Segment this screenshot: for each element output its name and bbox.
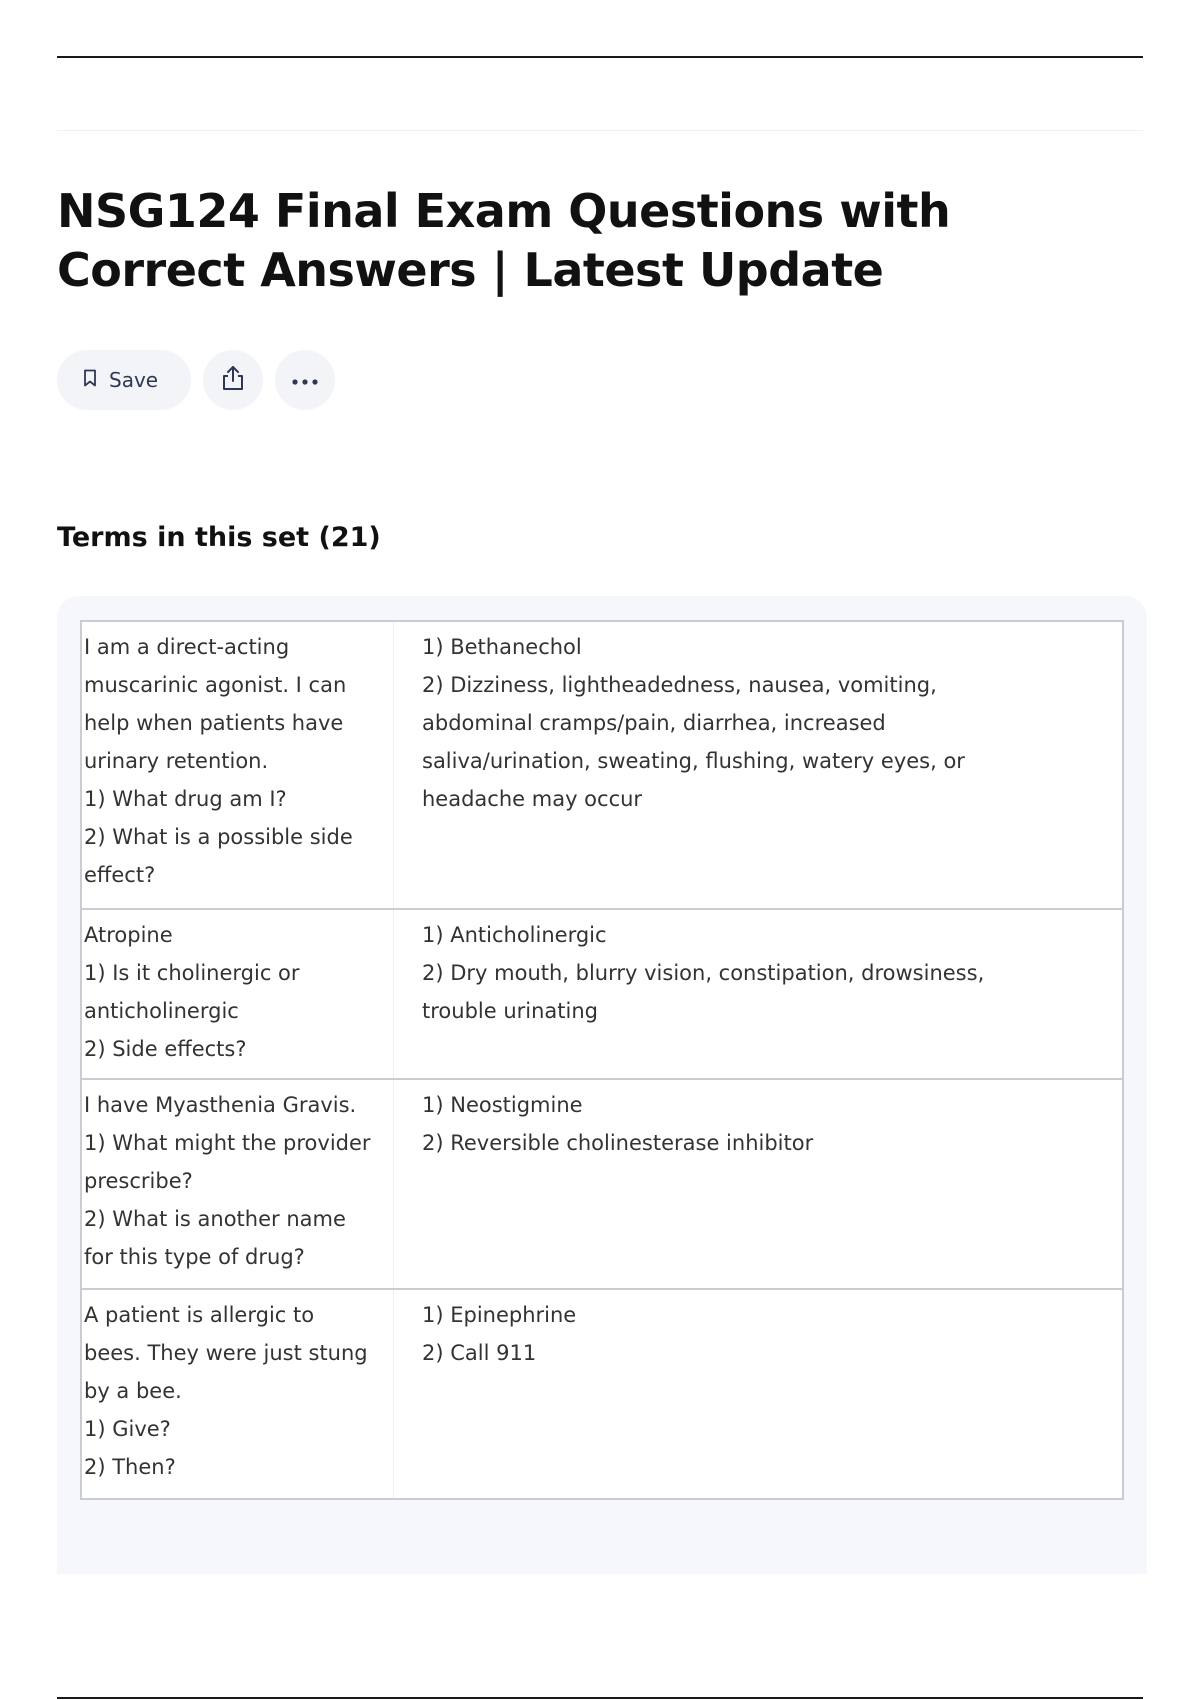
- term-answer: 1) Neostigmine 2) Reversible cholinesterase inhibitor: [422, 1093, 814, 1155]
- bottom-rule: [57, 1697, 1143, 1699]
- term-question: I am a direct-acting muscarinic agonist. I can help when patients have urinary retention. 1) What drug am I? 2) What is a possible side effect?: [82, 622, 394, 908]
- term-question: Atropine 1) Is it cholinergic or anticholinergic 2) Side effects?: [82, 910, 394, 1078]
- bookmark-icon: [83, 368, 97, 392]
- more-icon: [291, 371, 319, 390]
- share-button[interactable]: [203, 350, 263, 410]
- term-row: [82, 910, 1122, 1080]
- share-icon: [220, 364, 246, 396]
- header-divider: [57, 130, 1143, 131]
- term-row: [82, 1080, 1122, 1290]
- page-title: NSG124 Final Exam Questions with Correct Answers | Latest Update: [57, 184, 951, 297]
- terms-heading: Terms in this set (21): [57, 522, 381, 553]
- term-row: [82, 1290, 1122, 1498]
- action-bar: [57, 350, 335, 410]
- terms-table: [80, 620, 1124, 1500]
- term-answer: 1) Anticholinergic 2) Dry mouth, blurry vision, constipation, drowsiness, trouble urinating: [422, 923, 985, 1023]
- term-question: I have Myasthenia Gravis. 1) What might the provider prescribe? 2) What is another name for this type of drug?: [82, 1080, 394, 1288]
- term-row: [82, 622, 1122, 910]
- save-label: Save: [109, 368, 159, 392]
- save-button[interactable]: [57, 350, 191, 410]
- top-rule: [57, 56, 1143, 58]
- term-answer: 1) Epinephrine 2) Call 911: [422, 1303, 577, 1365]
- term-question: A patient is allergic to bees. They were just stung by a bee. 1) Give? 2) Then?: [82, 1290, 394, 1498]
- more-options-button[interactable]: [275, 350, 335, 410]
- term-answer: 1) Bethanechol 2) Dizziness, lightheadedness, nausea, vomiting, abdominal cramps/pain, diarrhea, increased saliva/urination, sweating, flushing, watery eyes, or headache may occur: [422, 635, 965, 811]
